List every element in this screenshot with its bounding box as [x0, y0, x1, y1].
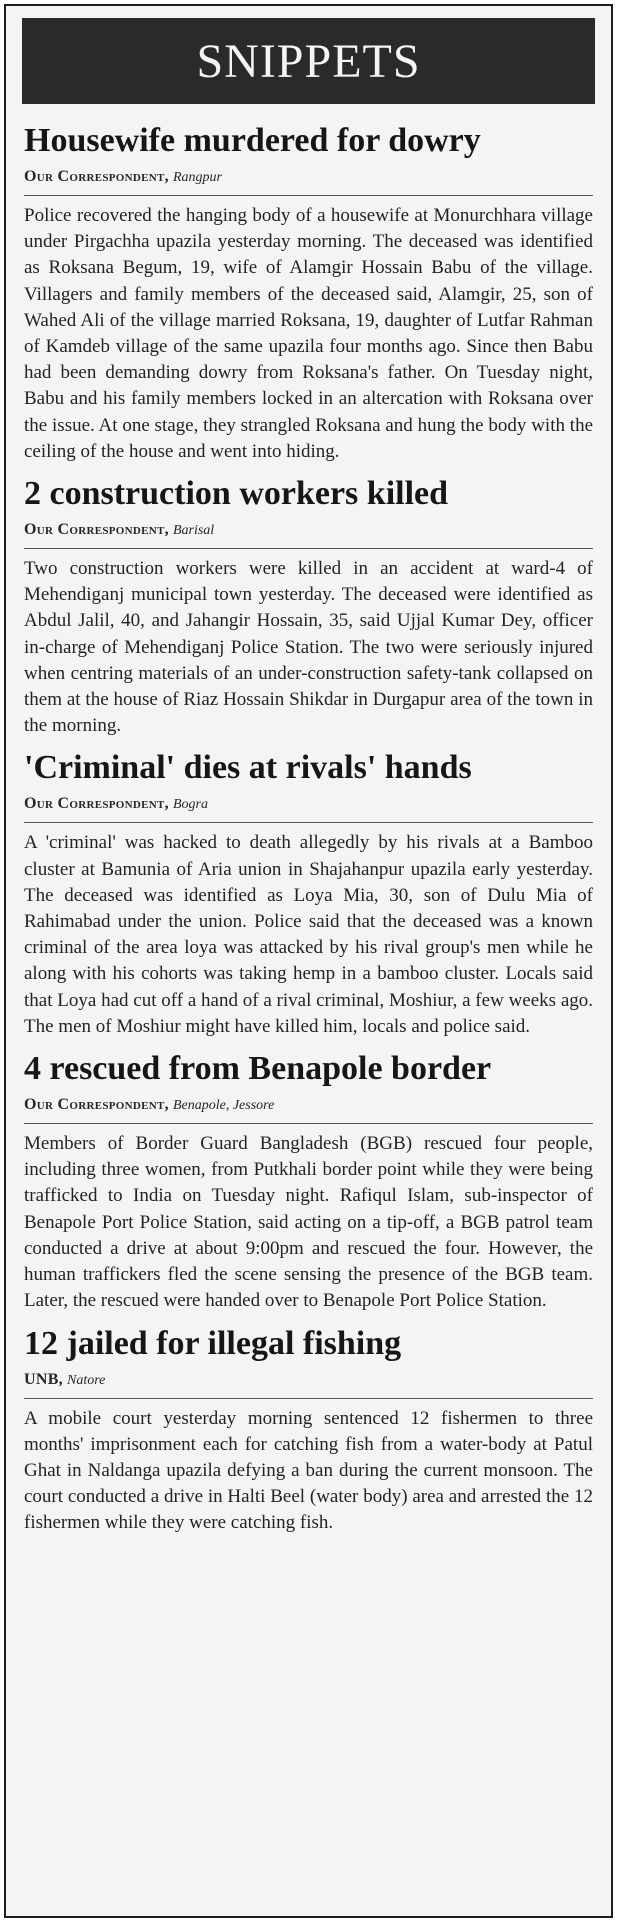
byline-place: Natore [66, 1372, 106, 1388]
byline-divider [24, 1123, 593, 1124]
section-title: SNIPPETS [196, 34, 421, 88]
story-benapole-rescue [24, 1048, 593, 1314]
story-byline [24, 1369, 593, 1392]
byline-organization: Our Correspondent, [24, 521, 169, 539]
byline-divider [24, 548, 593, 549]
story-byline [24, 793, 593, 816]
byline-organization: Our Correspondent, [24, 795, 169, 813]
byline-place: Benapole, Jessore [172, 1098, 275, 1114]
story-headline: 'Criminal' dies at rivals' hands [24, 749, 472, 787]
story-housewife-murdered [24, 120, 593, 465]
snippets-page [4, 4, 613, 1918]
byline-organization: UNB, [24, 1370, 63, 1388]
story-body: A mobile court yesterday morning sentenced 12 fishermen to three months' imprisonment each for catching fish from a water-body at Patul Ghat in Naldanga upazila defying a ban during the current monsoon. The court conducted a drive in Halti Beel (water body) area and arrested the 12 fishermen while they were catching fish. [24, 1407, 593, 1534]
section-banner [22, 18, 595, 104]
story-construction-workers-killed [24, 473, 593, 739]
byline-organization: Our Correspondent, [24, 168, 169, 185]
story-body: A 'criminal' was hacked to death allegedly by his rivals at a Bamboo cluster at Bamunia of Aria union in Shajahanpur upazila early yesterday. The deceased was identified as Loya Mia, 30, son of Dulu Mia of Rahimabad under the union. Police said that the deceased was a known criminal of the area loya was attacked by his rival group's men while he along with his cohorts was taking hemp in a bamboo cluster. Locals said that Loya had cut off a hand of a rival criminal, Moshiur, a few weeks ago. The men of Moshiur might have killed him, locals and police said. [24, 832, 593, 1037]
story-headline: 2 construction workers killed [24, 475, 449, 513]
story-body: Two construction workers were killed in an accident at ward-4 of Mehendiganj municipal town yesterday. The deceased were identified as Abdul Jalil, 40, and Jahangir Hossain, 35, said Ujjal Kumar Dey, officer in-charge of Mehendiganj Police Station. The two were seriously injured when centring materials of an under-construction safety-tank collapsed on them at the house of Riaz Hossain Shikdar in Durgapur area of the town in the morning. [24, 558, 593, 737]
byline-divider [24, 195, 593, 196]
byline-divider [24, 1398, 593, 1399]
byline-place: Bogra [172, 797, 208, 813]
story-illegal-fishing [24, 1323, 593, 1537]
byline-organization: Our Correspondent, [24, 1096, 169, 1114]
story-headline: 12 jailed for illegal fishing [24, 1324, 402, 1362]
story-byline [24, 166, 593, 189]
story-byline [24, 519, 593, 542]
story-criminal-dies [24, 747, 593, 1040]
story-headline: 4 rescued from Benapole border [24, 1050, 492, 1088]
story-body: Members of Border Guard Bangladesh (BGB) rescued four people, including three women, from Putkhali border point while they were being trafficked to India on Tuesday night. Rafiqul Islam, sub-inspector of Benapole Port Police Station, said acting on a tip-off, a BGB patrol team conducted a drive at about 9:00pm and rescued the four. However, the human traffickers fled the scene sensing the presence of the BGB team. Later, the rescued were handed over to Benapole Port Police Station. [24, 1133, 593, 1312]
story-byline [24, 1094, 593, 1117]
byline-place: Rangpur [172, 170, 222, 185]
byline-divider [24, 822, 593, 823]
byline-place: Barisal [172, 523, 215, 539]
story-headline: Housewife murdered for dowry [24, 122, 481, 159]
story-body: Police recovered the hanging body of a housewife at Monurchhara village under Pirgachha upazila yesterday morning. The deceased was identified as Roksana Begum, 19, wife of Alamgir Hossain Babu of the village. Villagers and family members of the deceased said, Alamgir, 25, son of Wahed Ali of the village married Roksana, 19, daughter of Lutfar Rahman of Kamdeb village of the same upazila four months ago. Since then Babu had been demanding dowry from Roksana's father. On Tuesday night, Babu and his family members locked in an altercation with Roksana over the issue. At one stage, they strangled Roksana and hung the body with the ceiling of the house and went into hiding. [24, 205, 593, 462]
